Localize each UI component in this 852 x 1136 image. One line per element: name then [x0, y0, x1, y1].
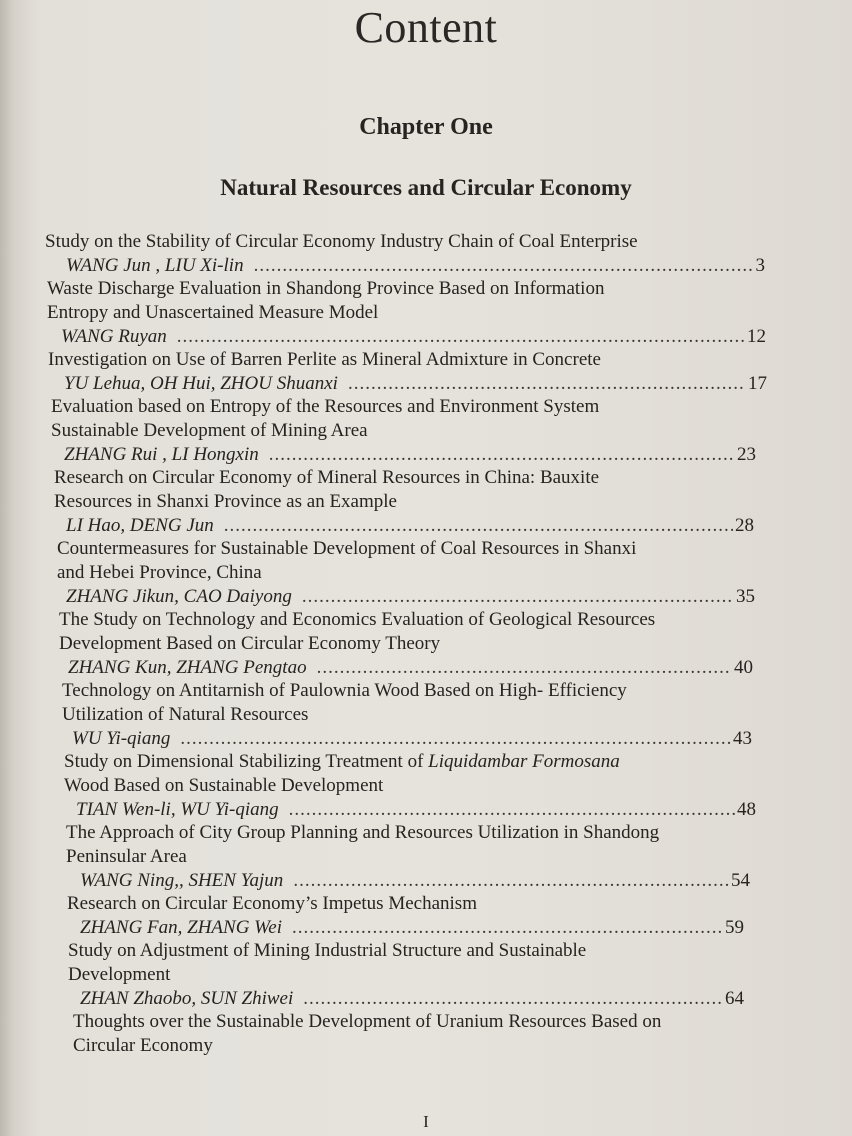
toc-entry — [0, 348, 852, 395]
page-number: I — [423, 1112, 429, 1131]
entry-title-line: Thoughts over the Sustainable Development of Uranium Resources Based on — [73, 1011, 662, 1032]
toc-entry — [0, 821, 852, 892]
entry-author-line — [64, 443, 756, 466]
entry-title-line: Development Based on Circular Economy Theory — [59, 633, 441, 654]
entry-title-line: Entropy and Unascertained Measure Model — [47, 302, 379, 323]
toc-entry — [0, 230, 852, 277]
entry-author-line — [68, 656, 753, 679]
entry-title-line: and Hebei Province, China — [57, 562, 262, 583]
entry-authors: ZHAN Zhaobo, SUN Zhiwei — [80, 988, 294, 1009]
leader-dots — [348, 372, 746, 395]
leader-dots — [254, 254, 754, 277]
toc-entry — [0, 537, 852, 608]
entry-title-line: Investigation on Use of Barren Perlite as Mineral Admixture in Concrete — [48, 349, 601, 370]
entry-authors: WANG Ning,, SHEN Yajun — [80, 870, 284, 891]
entry-title-line: Utilization of Natural Resources — [62, 704, 309, 725]
entry-author-line — [72, 727, 752, 750]
entry-page-number: 40 — [734, 657, 753, 678]
entry-page-number: 48 — [737, 799, 756, 820]
entry-authors: LI Hao, DENG Jun — [66, 515, 214, 536]
entry-title-line: Study on Dimensional Stabilizing Treatment of Liquidambar Formosana — [64, 751, 620, 772]
leader-dots — [292, 916, 723, 939]
leader-dots — [289, 798, 735, 821]
entry-page-number: 3 — [755, 255, 765, 276]
entry-title-line: Waste Discharge Evaluation in Shandong Province Based on Information — [47, 278, 605, 299]
entry-page-number: 54 — [731, 870, 750, 891]
toc-entry — [0, 750, 852, 821]
table-of-contents — [0, 230, 852, 1058]
toc-entry — [0, 277, 852, 348]
leader-dots — [302, 585, 734, 608]
page-title: Content — [354, 3, 498, 52]
entry-author-line — [64, 372, 767, 395]
entry-page-number: 17 — [748, 373, 767, 394]
entry-title-line: Evaluation based on Entropy of the Resources and Environment System — [51, 396, 600, 417]
entry-author-line — [66, 585, 755, 608]
toc-entry — [0, 466, 852, 537]
entry-author-line — [80, 869, 750, 892]
entry-author-line — [80, 916, 744, 939]
entry-author-line — [66, 254, 765, 277]
entry-author-line — [76, 798, 756, 821]
entry-title-line: Study on the Stability of Circular Economy Industry Chain of Coal Enterprise — [45, 231, 638, 252]
leader-dots — [224, 514, 733, 537]
entry-authors: YU Lehua, OH Hui, ZHOU Shuanxi — [64, 373, 338, 394]
entry-title-line: Research on Circular Economy’s Impetus Mechanism — [67, 893, 477, 914]
entry-title-line: Sustainable Development of Mining Area — [51, 420, 368, 441]
leader-dots — [177, 325, 745, 348]
leader-dots — [317, 656, 732, 679]
toc-entry — [0, 892, 852, 939]
entry-page-number: 23 — [737, 444, 756, 465]
chapter-heading: Chapter One — [359, 114, 493, 140]
entry-title-line: Wood Based on Sustainable Development — [64, 775, 384, 796]
entry-title-line: Resources in Shanxi Province as an Example — [54, 491, 397, 512]
toc-entry — [0, 1010, 852, 1058]
entry-authors: WANG Ruyan — [61, 326, 167, 347]
toc-entry — [0, 608, 852, 679]
toc-entry — [0, 395, 852, 466]
entry-title-line: Peninsular Area — [66, 846, 187, 867]
entry-authors: ZHANG Jikun, CAO Daiyong — [66, 586, 292, 607]
entry-authors: WU Yi-qiang — [72, 728, 171, 749]
leader-dots — [293, 869, 729, 892]
entry-authors: WANG Jun , LIU Xi-lin — [66, 255, 244, 276]
entry-title-line: Technology on Antitarnish of Paulownia Wood Based on High- Efficiency — [62, 680, 627, 701]
entry-page-number: 35 — [736, 586, 755, 607]
entry-title-line: Countermeasures for Sustainable Development of Coal Resources in Shanxi — [57, 538, 637, 559]
entry-page-number: 64 — [725, 988, 744, 1009]
entry-title-line: Research on Circular Economy of Mineral Resources in China: Bauxite — [54, 467, 600, 488]
leader-dots — [180, 727, 731, 750]
section-heading: Natural Resources and Circular Economy — [220, 175, 632, 200]
entry-author-line — [80, 987, 744, 1010]
entry-authors: TIAN Wen-li, WU Yi-qiang — [76, 799, 279, 820]
leader-dots — [303, 987, 723, 1010]
entry-title-line: Circular Economy — [73, 1035, 213, 1056]
entry-page-number: 12 — [747, 326, 766, 347]
toc-entry — [0, 679, 852, 750]
entry-title-line: Study on Adjustment of Mining Industrial Structure and Sustainable — [68, 940, 587, 961]
entry-title-line: Development — [68, 964, 171, 985]
entry-title-line: The Study on Technology and Economics Evaluation of Geological Resources — [59, 609, 656, 630]
entry-page-number: 59 — [725, 917, 744, 938]
entry-authors: ZHANG Kun, ZHANG Pengtao — [68, 657, 307, 678]
entry-page-number: 43 — [733, 728, 752, 749]
entry-page-number: 28 — [735, 515, 754, 536]
entry-title-line: The Approach of City Group Planning and Resources Utilization in Shandong — [66, 822, 660, 843]
entry-authors: ZHANG Rui , LI Hongxin — [64, 444, 259, 465]
entry-author-line — [66, 514, 754, 537]
entry-author-line — [61, 325, 766, 348]
toc-entry — [0, 939, 852, 1010]
leader-dots — [269, 443, 735, 466]
entry-authors: ZHANG Fan, ZHANG Wei — [80, 917, 282, 938]
